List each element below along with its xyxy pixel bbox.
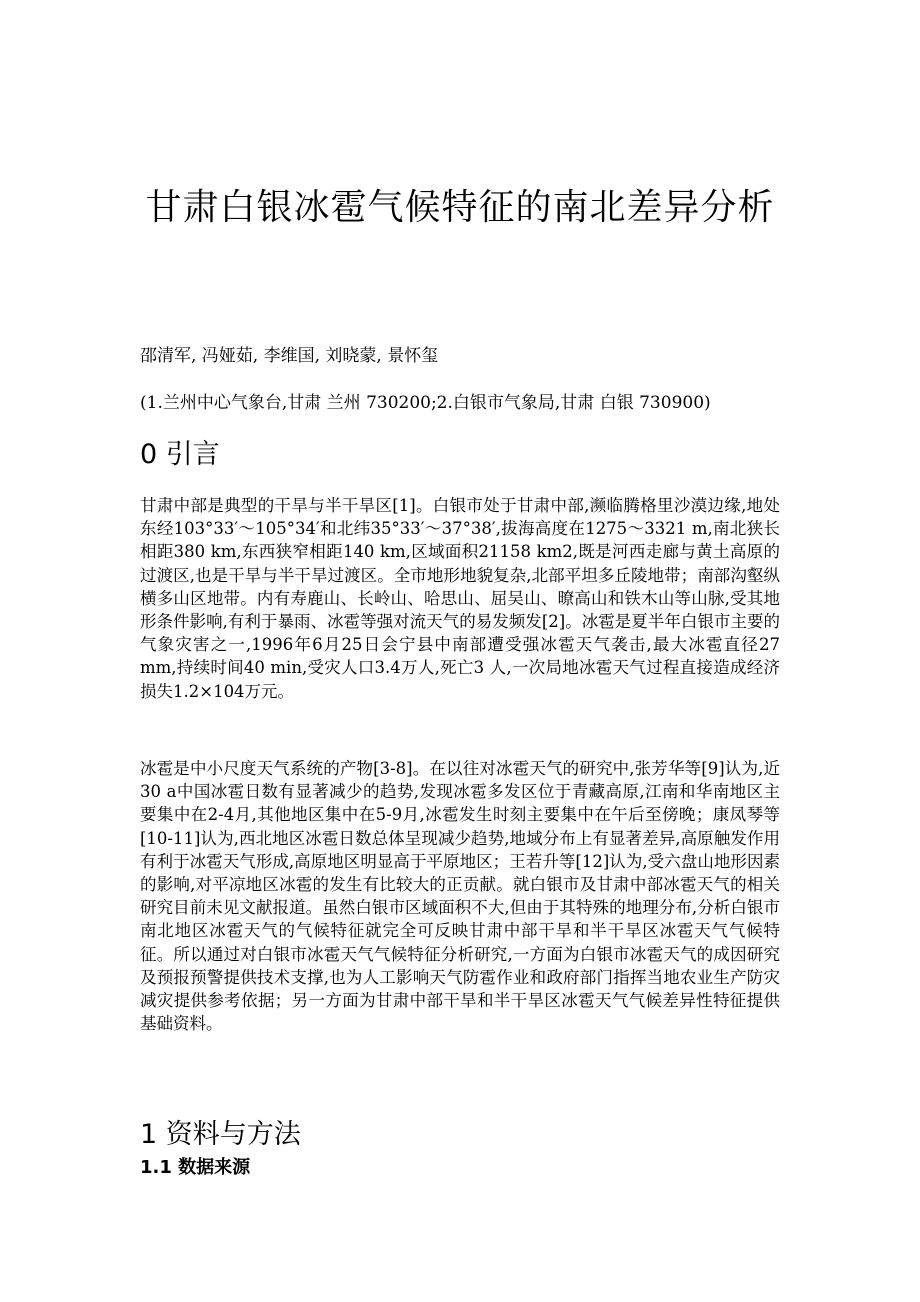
paper-title: 甘肃白银冰雹气候特征的南北差异分析	[145, 187, 775, 228]
subsection-heading-data-source: 1.1 数据来源	[140, 1157, 251, 1178]
author-list: 邵清军, 冯娅茹, 李维国, 刘晓蒙, 景怀玺	[140, 346, 439, 366]
author-affiliation: (1.兰州中心气象台,甘肃 兰州 730200;2.白银市气象局,甘肃 白银 730900)	[140, 393, 711, 413]
section-heading-data-and-methods: 1 资料与方法	[140, 1119, 301, 1150]
intro-paragraph-2: 冰雹是中小尺度天气系统的产物[3-8]。在以往对冰雹天气的研究中,张芳华等[9]认为,近30 a中国冰雹日数有显著减少的趋势,发现冰雹多发区位于青藏高原,江南和华南地区主要集中在2-4月,其他地区集中在5-9月,冰雹发生时刻主要集中在午后至傍晚；康凤琴等[10-11]认为,西北地区冰雹日数总体呈现减少趋势,地域分布上有显著差异,高原触发作用有利于冰雹天气形成,高原地区明显高于平原地区；王若升等[12]认为,受六盘山地形因素的影响,对平凉地区冰雹的发生有比较大的正贡献。就白银市及甘肃中部冰雹天气的相关研究目前未见文献报道。虽然白银市区域面积不大,但由于其特殊的地理分布,分析白银市南北地区冰雹天气的气候特征就完全可反映甘肃中部干旱和半干旱区冰雹天气气候特征。所以通过对白银市冰雹天气气候特征分析研究,一方面为白银市冰雹天气的成因研究及预报预警提供技术支撑,也为人工影响天气防雹作业和政府部门指挥当地农业生产防灾减灾提供参考依据；另一方面为甘肃中部干旱和半干旱区冰雹天气气候差异性特征提供基础资料。	[140, 759, 780, 1034]
section-heading-introduction: 0 引言	[140, 439, 220, 470]
intro-paragraph-1: 甘肃中部是典型的干旱与半干旱区[1]。白银市处于甘肃中部,濒临腾格里沙漠边缘,地处东经103°33′～105°34′和北纬35°33′～37°38′,拔海高度在1275～3321 m,南北狭长相距380 km,东西狭窄相距140 km,区域面积21158 km2,既是河西走廊与黄土高原的过渡区,也是干旱与半干旱过渡区。全市地形地貌复杂,北部平坦多丘陵地带；南部沟壑纵横多山区地带。内有寿鹿山、长岭山、哈思山、屈吴山、暸高山和铁木山等山脉,受其地形条件影响,有利于暴雨、冰雹等强对流天气的易发频发[2]。冰雹是夏半年白银市主要的气象灾害之一,1996年6月25日会宁县中南部遭受强冰雹天气袭击,最大冰雹直径27 mm,持续时间40 min,受灾人口3.4万人,死亡3 人,一次局地冰雹天气过程直接造成经济损失1.2×104万元。	[140, 496, 780, 701]
